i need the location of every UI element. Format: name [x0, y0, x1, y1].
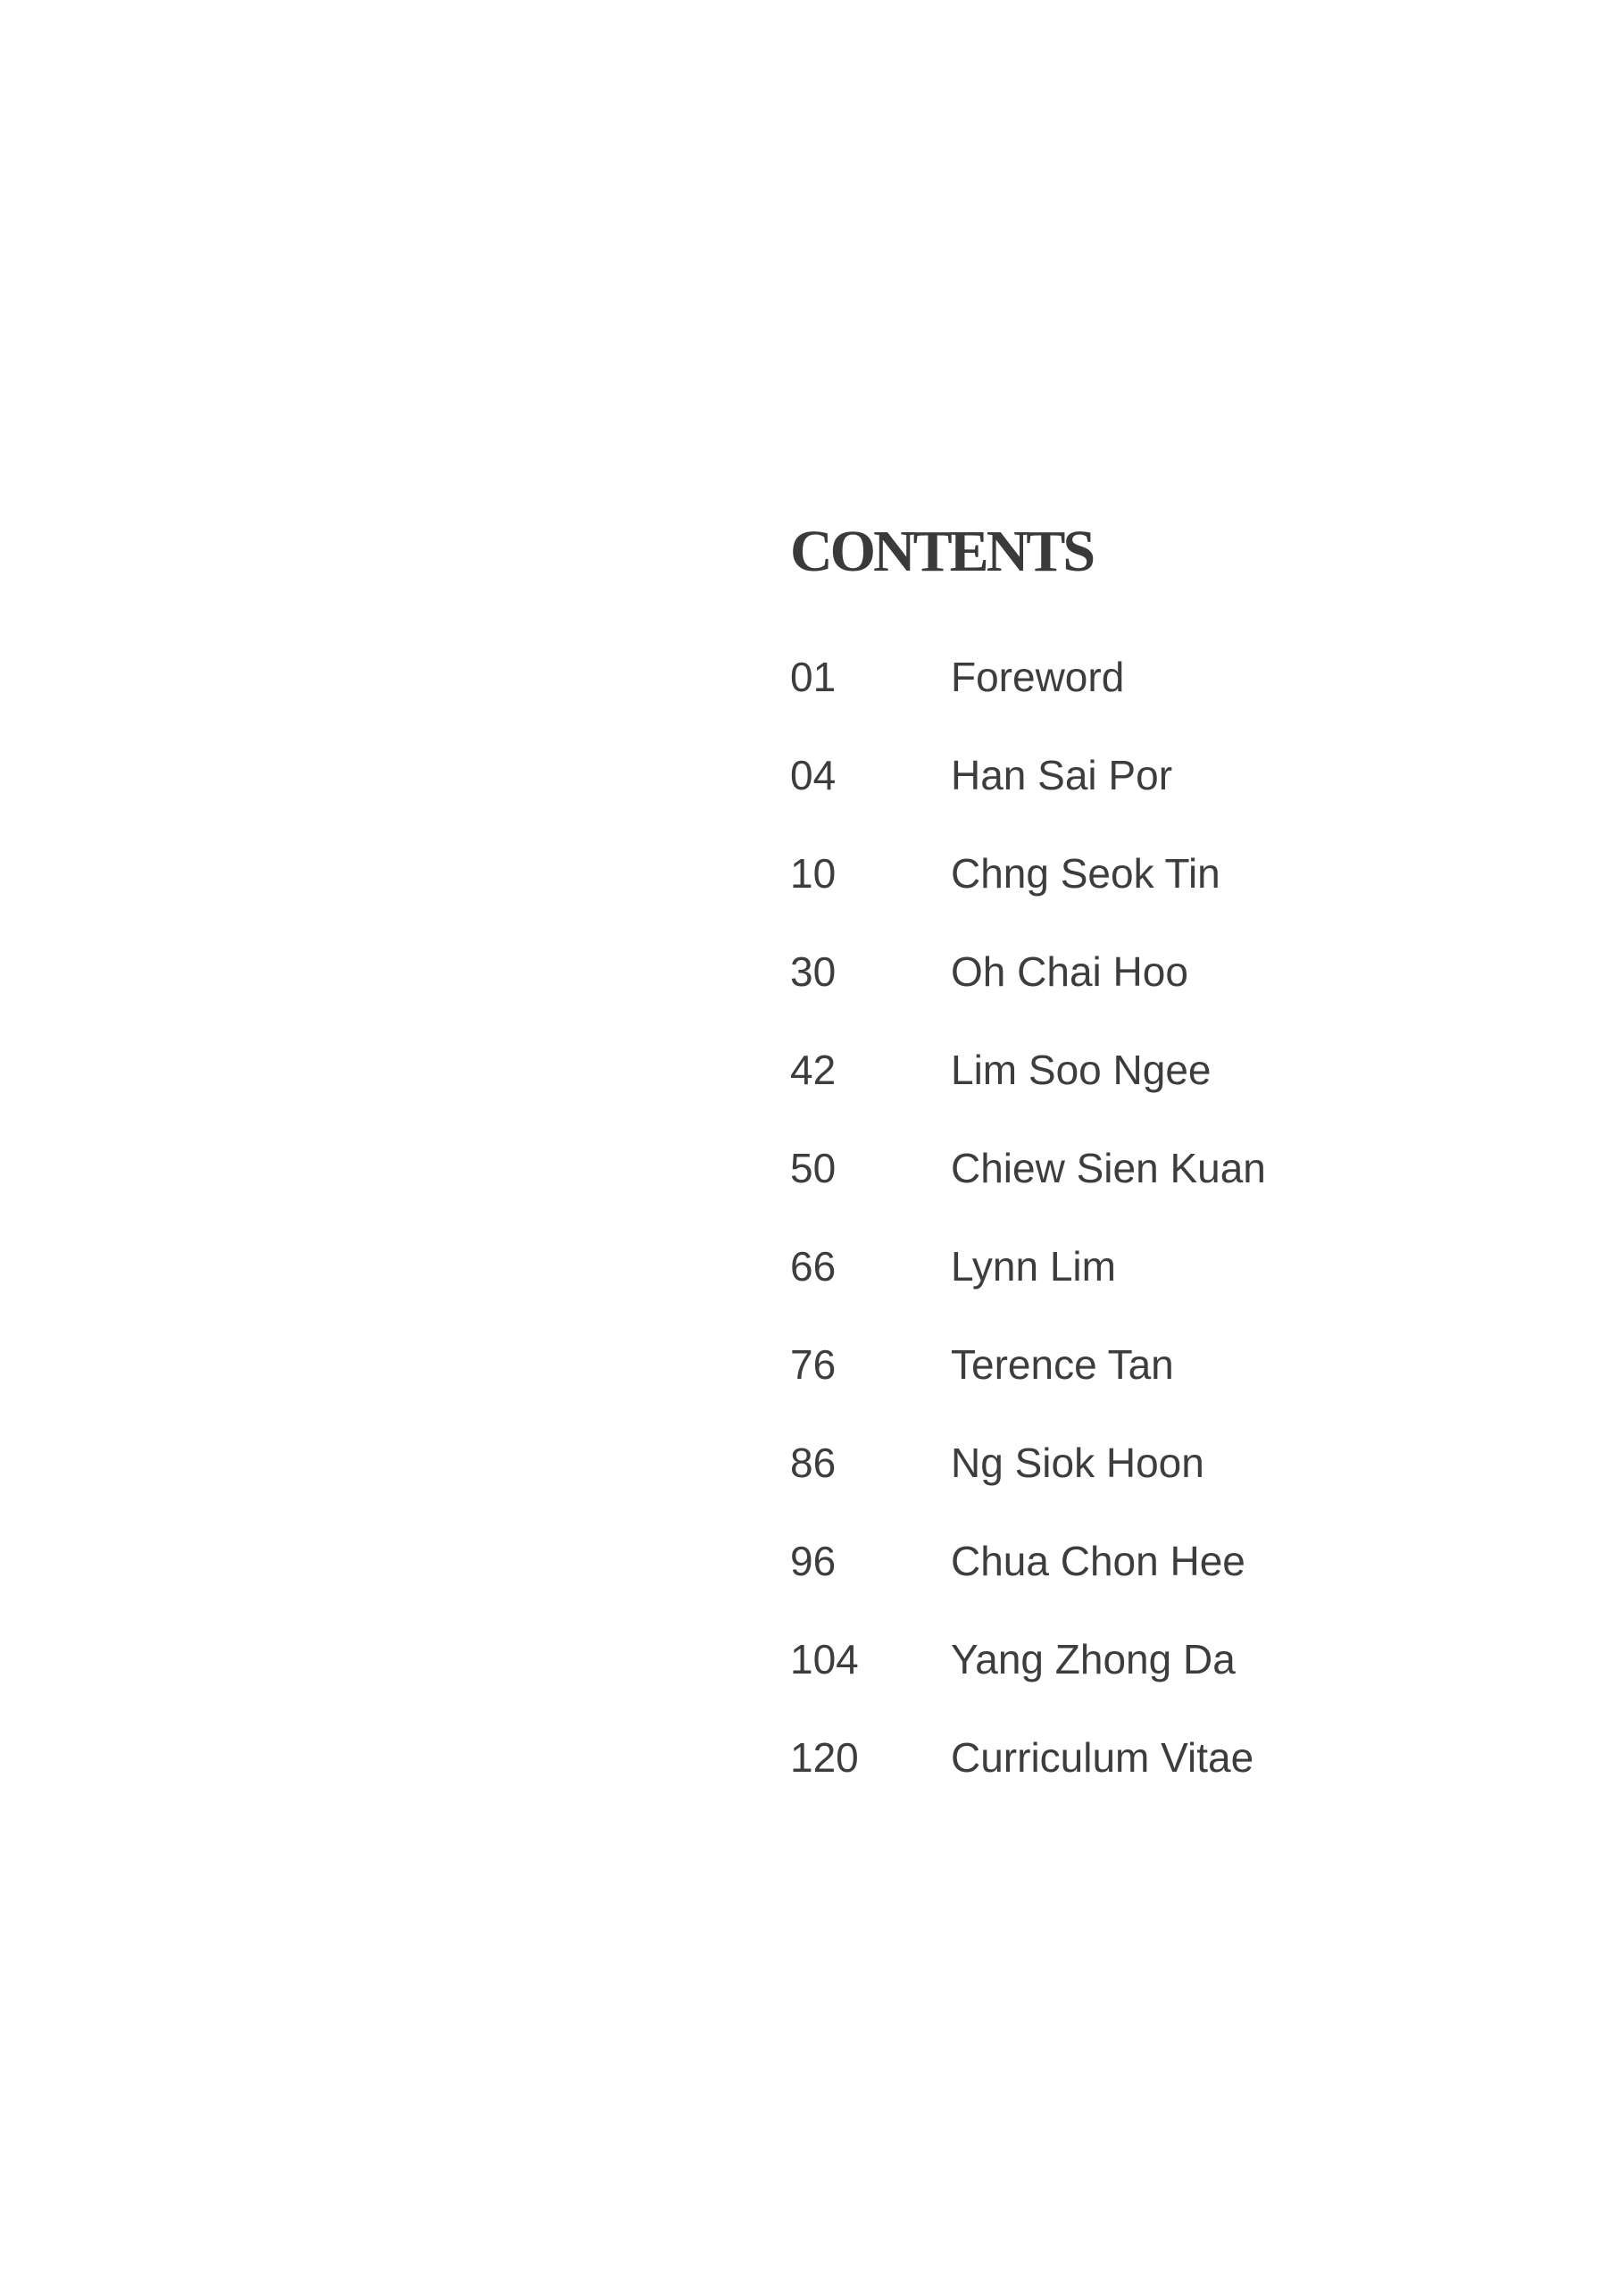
- contents-entry: [790, 1540, 1415, 1639]
- entry-page-number: 04: [790, 752, 837, 798]
- entry-title: Foreword: [951, 654, 1125, 700]
- contents-entry: [790, 948, 1415, 1049]
- entry-title: Chua Chon Hee: [951, 1538, 1245, 1584]
- contents-entry: [790, 1636, 1415, 1737]
- entry-page-number: 96: [790, 1538, 837, 1584]
- entry-title: Chng Seok Tin: [951, 850, 1220, 897]
- contents-entry: [790, 1243, 1415, 1344]
- contents-heading: CONTENTS: [790, 519, 1094, 584]
- entry-title: Terence Tan: [951, 1341, 1174, 1388]
- entry-title: Lim Soo Ngee: [951, 1047, 1212, 1093]
- entry-page-number: 66: [790, 1243, 837, 1290]
- contents-entry: [790, 752, 1415, 853]
- entry-page-number: 50: [790, 1145, 837, 1191]
- contents-list: [790, 656, 1415, 1835]
- entry-page-number: 120: [790, 1734, 859, 1781]
- entry-page-number: 76: [790, 1341, 837, 1388]
- entry-page-number: 86: [790, 1440, 837, 1486]
- contents-entry: [790, 1049, 1415, 1148]
- entry-title: Curriculum Vitae: [951, 1734, 1254, 1781]
- entry-title: Ng Siok Hoon: [951, 1440, 1204, 1486]
- entry-page-number: 104: [790, 1636, 859, 1682]
- entry-title: Yang Zhong Da: [951, 1636, 1236, 1682]
- contents-entry: [790, 1341, 1415, 1442]
- contents-entry: [790, 1145, 1415, 1246]
- table-of-contents: [790, 519, 1266, 1781]
- entry-title: Oh Chai Hoo: [951, 948, 1188, 995]
- entry-title: Chiew Sien Kuan: [951, 1145, 1266, 1191]
- contents-entry: [790, 1734, 1415, 1835]
- contents-entry: [790, 1442, 1415, 1540]
- entry-title: Lynn Lim: [951, 1243, 1116, 1290]
- contents-entry: [790, 850, 1415, 951]
- entry-page-number: 10: [790, 850, 837, 897]
- entry-page-number: 42: [790, 1047, 837, 1093]
- entry-page-number: 30: [790, 948, 837, 995]
- entry-title: Han Sai Por: [951, 752, 1173, 798]
- entry-page-number: 01: [790, 654, 837, 700]
- contents-entry: [790, 656, 1415, 755]
